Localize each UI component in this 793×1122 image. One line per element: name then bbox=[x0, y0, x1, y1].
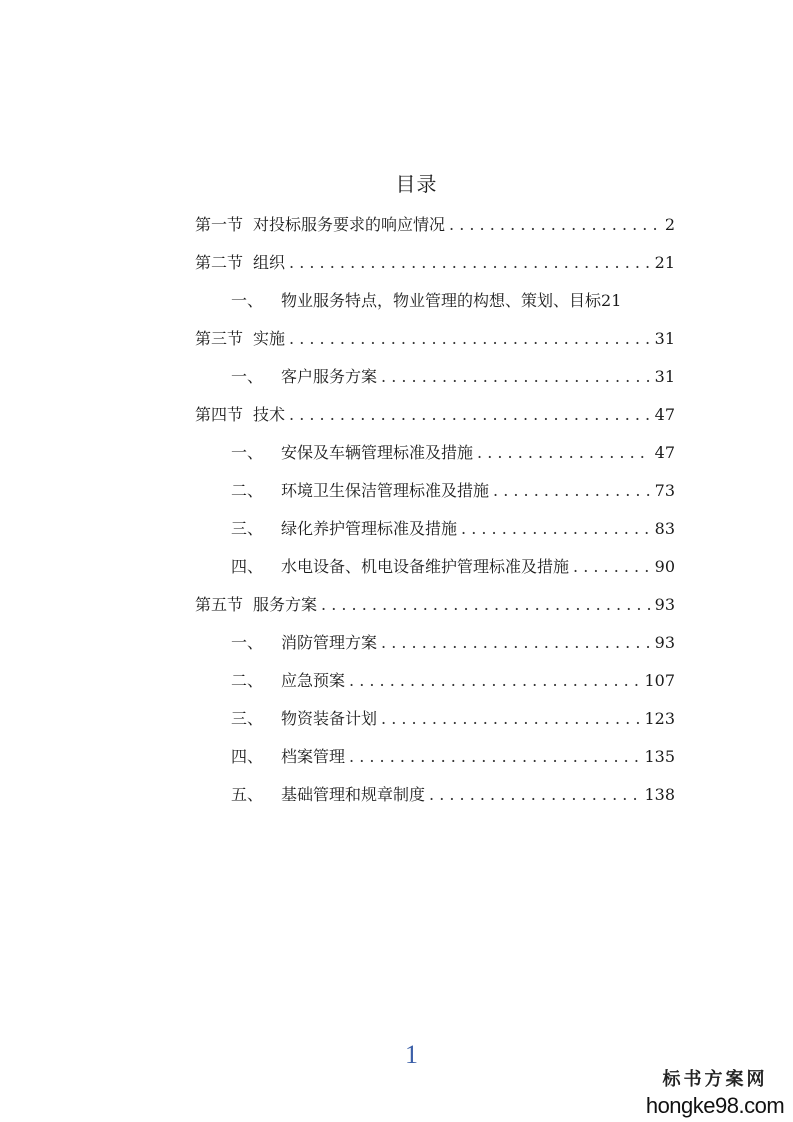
toc-entry-number: 四、 bbox=[231, 557, 264, 576]
toc-entry-title: 绿化养护管理标准及措施 bbox=[281, 519, 458, 538]
toc-entry-title: 物资装备计划 bbox=[281, 709, 378, 728]
toc-entry-title: 物业服务特点，物业管理的构想、策划、目标 bbox=[281, 291, 602, 310]
toc-entry[interactable] bbox=[195, 244, 675, 282]
toc-entry[interactable] bbox=[231, 548, 675, 586]
watermark-brand: 标书方案网 bbox=[662, 1069, 768, 1090]
toc-entry-title: 消防管理方案 bbox=[281, 633, 378, 652]
toc-entry-number: 第五节 bbox=[195, 595, 244, 614]
toc-entry-title: 组织 bbox=[253, 253, 286, 272]
toc-dot-leader bbox=[493, 472, 651, 510]
toc-entry[interactable] bbox=[231, 510, 675, 548]
toc-entry[interactable] bbox=[231, 358, 675, 396]
toc-entry-page: 21 bbox=[654, 253, 675, 272]
toc-entry-title: 安保及车辆管理标准及措施 bbox=[281, 443, 474, 462]
toc-entry-page: 90 bbox=[654, 557, 675, 576]
page-number: 1 bbox=[405, 1040, 418, 1069]
toc-entry[interactable] bbox=[231, 738, 675, 776]
toc-entry[interactable] bbox=[231, 662, 675, 700]
toc-entry-number: 第二节 bbox=[195, 253, 244, 272]
toc-entry[interactable] bbox=[231, 700, 675, 738]
site-watermark bbox=[645, 1068, 785, 1120]
toc-entry-page: 93 bbox=[654, 595, 675, 614]
toc-entry-number: 一、 bbox=[231, 633, 264, 652]
toc-entry-page: 107 bbox=[644, 671, 675, 690]
toc-entry-title: 实施 bbox=[253, 329, 286, 348]
toc-entry-title: 基础管理和规章制度 bbox=[281, 785, 426, 804]
toc-entry[interactable] bbox=[231, 434, 675, 472]
toc-entry-number: 四、 bbox=[231, 747, 264, 766]
toc-dot-leader bbox=[381, 624, 651, 662]
toc-entry-page: 138 bbox=[644, 785, 675, 804]
toc-entry-number: 一、 bbox=[231, 443, 264, 462]
toc-entry-page: 47 bbox=[654, 405, 675, 424]
toc-dot-leader bbox=[349, 662, 640, 700]
toc-entry-title: 对投标服务要求的响应情况 bbox=[253, 215, 446, 234]
toc-entry-page: 123 bbox=[644, 709, 675, 728]
toc-entry-number: 三、 bbox=[231, 519, 264, 538]
toc-title: 目录 bbox=[395, 172, 438, 196]
toc-dot-leader bbox=[477, 434, 651, 472]
toc-dot-leader bbox=[381, 700, 640, 738]
toc-entry-page: 2 bbox=[664, 215, 675, 234]
toc-entry[interactable] bbox=[195, 396, 675, 434]
toc-entry-title: 客户服务方案 bbox=[281, 367, 378, 386]
toc-dot-leader bbox=[321, 586, 651, 624]
toc-entry-title: 水电设备、机电设备维护管理标准及措施 bbox=[281, 557, 570, 576]
toc-entry[interactable] bbox=[231, 776, 675, 814]
toc-entry-page: 31 bbox=[654, 329, 675, 348]
toc-entry-page: 93 bbox=[654, 633, 675, 652]
toc-entry-page: 73 bbox=[654, 481, 675, 500]
toc-entry-number: 二、 bbox=[231, 481, 264, 500]
toc-dot-leader bbox=[429, 776, 640, 814]
toc-entry-title: 应急预案 bbox=[281, 671, 346, 690]
toc-entry[interactable] bbox=[195, 586, 675, 624]
toc-dot-leader bbox=[349, 738, 640, 776]
toc-entry-title: 技术 bbox=[253, 405, 286, 424]
toc-entry-page: 31 bbox=[654, 367, 675, 386]
toc-entry-number: 一、 bbox=[231, 291, 264, 310]
toc-entry-title: 档案管理 bbox=[281, 747, 346, 766]
watermark-url: hongke98.com bbox=[645, 1093, 785, 1118]
toc-entry[interactable] bbox=[231, 472, 675, 510]
toc-entry-page: 21 bbox=[601, 291, 622, 310]
toc-entry[interactable] bbox=[231, 624, 675, 662]
toc-entry-title: 服务方案 bbox=[253, 595, 318, 614]
toc-entry-number: 一、 bbox=[231, 367, 264, 386]
toc-entry-number: 第四节 bbox=[195, 405, 244, 424]
toc-entry-number: 第三节 bbox=[195, 329, 244, 348]
toc-entry-page: 47 bbox=[654, 443, 675, 462]
toc-dot-leader bbox=[381, 358, 651, 396]
toc-dot-leader bbox=[449, 206, 661, 244]
toc-dot-leader bbox=[289, 396, 651, 434]
toc-dot-leader bbox=[573, 548, 651, 586]
toc-entry[interactable] bbox=[195, 320, 675, 358]
toc-entry-title: 环境卫生保洁管理标准及措施 bbox=[281, 481, 490, 500]
toc-entry-page: 135 bbox=[644, 747, 675, 766]
toc-dot-leader bbox=[289, 320, 651, 358]
toc-entry-number: 第一节 bbox=[195, 215, 244, 234]
toc-entry-number: 五、 bbox=[231, 785, 264, 804]
toc-entry-number: 三、 bbox=[231, 709, 264, 728]
toc-entry-number: 二、 bbox=[231, 671, 264, 690]
toc-dot-leader bbox=[289, 244, 651, 282]
toc-entry[interactable] bbox=[231, 282, 675, 320]
toc-entry-page: 83 bbox=[654, 519, 675, 538]
toc-dot-leader bbox=[461, 510, 651, 548]
toc-entry[interactable] bbox=[195, 206, 675, 244]
